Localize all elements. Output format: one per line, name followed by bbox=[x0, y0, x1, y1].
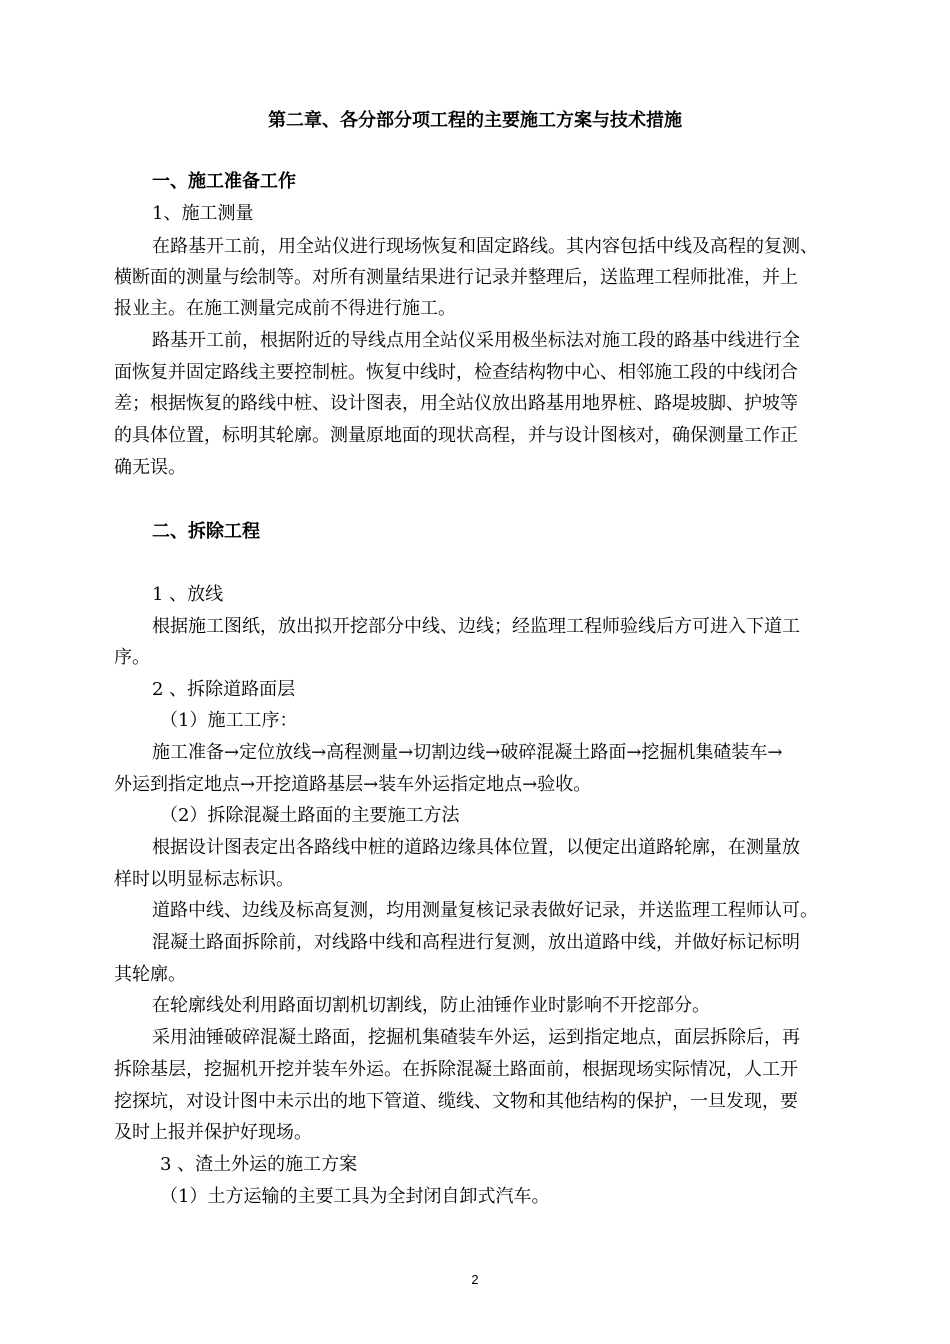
paragraph-line: 根据施工图纸，放出拟开挖部分中线、边线；经监理工程师验线后方可进入下道工 bbox=[152, 616, 800, 637]
paragraph-line: 差；根据恢复的路线中桩、设计图表，用全站仪放出路基用地界桩、路堤坡脚、护坡等 bbox=[114, 393, 798, 414]
paragraph-line: 挖探坑，对设计图中未示出的地下管道、缆线、文物和其他结构的保护，一旦发现，要 bbox=[114, 1091, 798, 1112]
page-number: 2 bbox=[471, 1272, 479, 1287]
paragraph-line: 的具体位置，标明其轮廓。测量原地面的现状高程，并与设计图核对，确保测量工作正 bbox=[114, 425, 798, 446]
paragraph-line: 样时以明显标志标识。 bbox=[114, 869, 294, 890]
subsection-survey: 1、施工测量 bbox=[152, 203, 254, 224]
paragraph-line: 在路基开工前，用全站仪进行现场恢复和固定路线。其内容包括中线及高程的复测、 bbox=[152, 236, 818, 257]
subsection-earth-transport: 3 、渣土外运的施工方案 bbox=[160, 1154, 358, 1175]
paragraph-line: 确无误。 bbox=[114, 457, 186, 478]
paragraph-line: 横断面的测量与绘制等。对所有测量结果进行记录并整理后，送监理工程师批准，并上 bbox=[114, 267, 798, 288]
list-item: （2）拆除混凝土路面的主要施工方法 bbox=[160, 805, 460, 826]
paragraph-line: 采用油锤破碎混凝土路面，挖掘机集碴装车外运，运到指定地点，面层拆除后，再 bbox=[152, 1027, 800, 1048]
subsection-layout: 1 、放线 bbox=[152, 584, 224, 605]
paragraph-line: 报业主。在施工测量完成前不得进行施工。 bbox=[114, 298, 456, 319]
paragraph-line: 路基开工前，根据附近的导线点用全站仪采用极坐标法对施工段的路基中线进行全 bbox=[152, 330, 800, 351]
paragraph-line: 混凝土路面拆除前，对线路中线和高程进行复测，放出道路中线，并做好标记标明 bbox=[152, 932, 800, 953]
paragraph-line: 序。 bbox=[114, 647, 150, 668]
paragraph-line: 拆除基层，挖掘机开挖并装车外运。在拆除混凝土路面前，根据现场实际情况，人工开 bbox=[114, 1059, 798, 1080]
paragraph-line: 及时上报并保护好现场。 bbox=[114, 1122, 312, 1143]
section-heading-preparation: 一、施工准备工作 bbox=[152, 171, 296, 192]
list-item: （1）施工工序： bbox=[160, 710, 298, 731]
paragraph-line: 施工准备→定位放线→高程测量→切割边线→破碎混凝土路面→挖掘机集碴装车→ bbox=[152, 742, 783, 763]
paragraph-line: 外运到指定地点→开挖道路基层→装车外运指定地点→验收。 bbox=[114, 774, 592, 795]
subsection-demolish-pavement: 2 、拆除道路面层 bbox=[152, 679, 296, 700]
paragraph-line: 面恢复并固定路线主要控制桩。恢复中线时，检查结构物中心、相邻施工段的中线闭合 bbox=[114, 362, 798, 383]
paragraph-line: 根据设计图表定出各路线中桩的道路边缘具体位置，以便定出道路轮廓，在测量放 bbox=[152, 837, 800, 858]
section-heading-demolition: 二、拆除工程 bbox=[152, 521, 260, 542]
paragraph-line: 其轮廓。 bbox=[114, 964, 186, 985]
list-item: （1）土方运输的主要工具为全封闭自卸式汽车。 bbox=[160, 1186, 550, 1207]
chapter-title: 第二章、各分部分项工程的主要施工方案与技术措施 bbox=[268, 110, 682, 131]
paragraph-line: 在轮廓线处利用路面切割机切割线，防止油锤作业时影响不开挖部分。 bbox=[152, 995, 710, 1016]
paragraph-line: 道路中线、边线及标高复测，均用测量复核记录表做好记录，并送监理工程师认可。 bbox=[152, 900, 818, 921]
